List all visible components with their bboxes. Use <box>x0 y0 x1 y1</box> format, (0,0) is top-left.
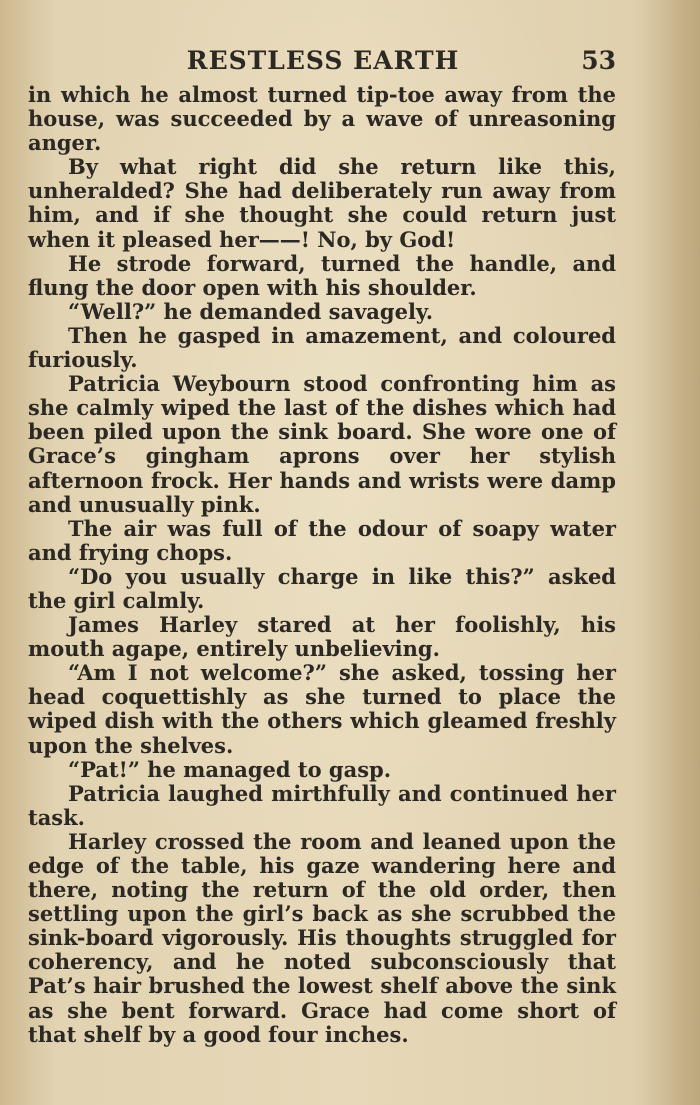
page-number: 53 <box>581 46 616 75</box>
body-text <box>28 83 616 1047</box>
paragraph-continued: in which he almost turned tip-toe away from the house, was succeeded by a wave of unreasoning anger. <box>28 82 616 156</box>
paragraph: Patricia Weybourn stood confronting him as she calmly wiped the last of the dishes which had been piled upon the sink board. She wore one of Grace’s gingham aprons over her stylish afternoon frock. Her hands and wrists were damp and unusually pink. <box>28 371 616 517</box>
paragraph: He strode forward, turned the handle, and flung the door open with his shoulder. <box>28 250 616 300</box>
paragraph: Patricia laughed mirthfully and continued her task. <box>28 780 616 830</box>
paragraph: James Harley stared at her foolishly, his mouth agape, entirely unbelieving. <box>28 612 616 662</box>
paragraph: “Well?” he demanded savagely. <box>68 298 434 324</box>
paragraph: By what right did she return like this, unheralded? She had deliberately run away from him, and if she thought she could return just when it pleased her——! No, by God! <box>28 154 616 252</box>
running-head <box>28 46 618 78</box>
paragraph: “Pat!” he managed to gasp. <box>68 756 392 782</box>
running-title: RESTLESS EARTH <box>186 46 460 75</box>
paragraph: Then he gasped in amazement, and coloured furiously. <box>28 322 616 373</box>
paragraph: The air was full of the odour of soapy water and frying chops. <box>28 515 616 565</box>
paragraph: “Do you usually charge in like this?” asked the girl calmly. <box>28 563 616 613</box>
paragraph: Harley crossed the room and leaned upon the edge of the table, his gaze wandering here and there, noting the return of the old order, then settling upon the girl’s back as she scrubbed the sink-board vigorously. His thoughts struggled for coherency, and he noted subconsciously that Pat’s hair brushed the lowest shelf above the sink as she bent forward. Grace had come short of that shelf by a good four inches. <box>28 828 616 1047</box>
paragraph: “Am I not welcome?” she asked, tossing her head coquettishly as she turned to place the wiped dish with the others which gleamed freshly upon the shelves. <box>28 660 616 758</box>
